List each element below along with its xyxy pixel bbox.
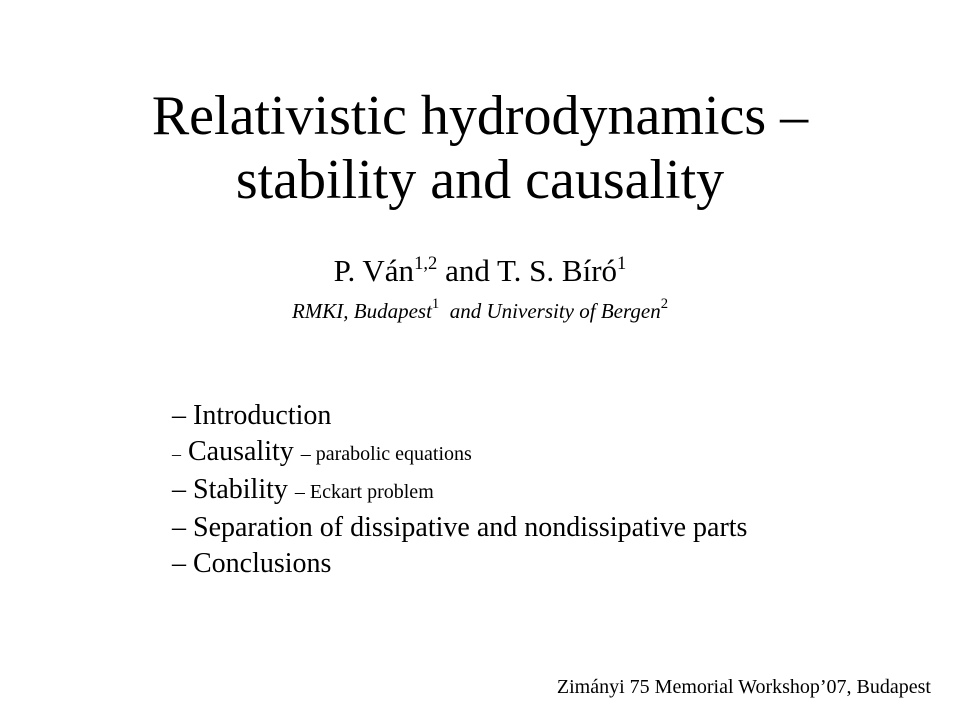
outline-list <box>172 398 747 582</box>
outline-item-conclusions <box>172 546 747 582</box>
footer-event-credit: Zimányi 75 Memorial Workshop’07, Budapest <box>556 676 931 698</box>
outline-item-separation <box>172 510 747 546</box>
outline-dash: – <box>172 474 186 505</box>
outline-item-causality <box>172 434 747 472</box>
author-2-name: T. S. Bíró <box>497 253 618 288</box>
author-1-affiliation-mark: 1,2 <box>414 252 438 274</box>
affiliations-line <box>0 298 960 324</box>
outline-item-subtitle: – parabolic equations <box>300 443 472 465</box>
outline-item-introduction <box>172 398 747 434</box>
outline-dash: – <box>172 512 186 543</box>
outline-dash: – <box>172 400 186 431</box>
author-2-affiliation-mark: 1 <box>617 252 627 274</box>
outline-item-stability <box>172 472 747 510</box>
affiliation-2-mark: 2 <box>660 296 669 313</box>
author-1-name: P. Ván <box>333 253 415 288</box>
outline-item-label: Introduction <box>193 400 332 431</box>
outline-dash: – <box>172 444 181 464</box>
affiliation-1-name: RMKI, Budapest <box>291 299 432 323</box>
outline-item-subtitle: – Eckart problem <box>294 481 434 503</box>
outline-item-label: Stability <box>193 474 288 505</box>
authors-line <box>0 253 960 289</box>
outline-item-label: Conclusions <box>193 548 332 579</box>
slide-title <box>0 84 960 212</box>
outline-dash: – <box>172 548 186 579</box>
authors-connector: and <box>445 253 490 288</box>
affiliation-1-mark: 1 <box>431 296 440 313</box>
title-line-1: Relativistic hydrodynamics – <box>151 85 809 147</box>
affiliation-2-name: and University of Bergen <box>449 299 661 323</box>
outline-item-label: Causality <box>188 436 294 467</box>
outline-item-label: Separation of dissipative and nondissipative parts <box>193 512 748 543</box>
title-line-2: stability and causality <box>235 149 725 211</box>
